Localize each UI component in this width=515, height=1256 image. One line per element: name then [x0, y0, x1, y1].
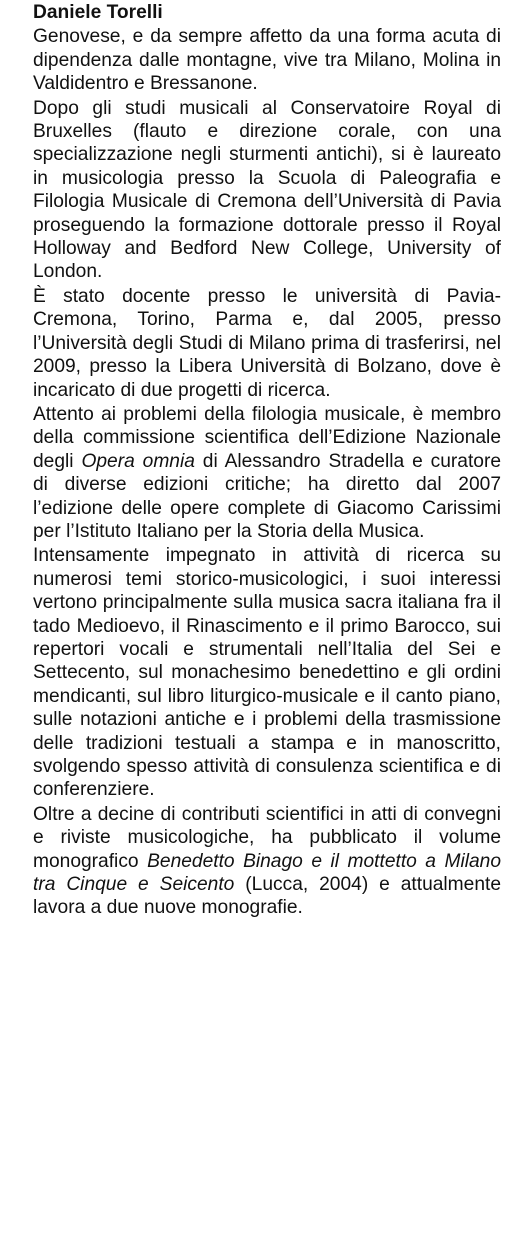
opera-omnia-title: Opera omnia [81, 450, 195, 472]
paragraph-editorial-work [33, 403, 501, 543]
monograph-title: Benedetto Binago e il mottetto a Milano tra Cinque e Seicento [33, 850, 502, 896]
paragraph-editorial-text-before: Attento ai problemi della filologia musicale, è membro della commissione scientifica dell’Edizione Nazionale degli [33, 403, 501, 472]
paragraph-research-interests: Intensamente impegnato in attività di ricerca su numerosi temi storico-musicologici, i suoi interessi vertono principalmente sulla musica sacra italiana fra il tado Medioevo, il Rinascimento e il primo Barocco, sui repertori vocali e strumentali nell’Italia del Sei e Settecento, sul monachesimo benedettino e gli ordini mendicanti, sul libro liturgico-musicale e il canto piano, sulle notazioni antiche e i problemi della trasmissione delle tradizioni testuali a stampa e in manoscritto, svolgendo spesso attività di consulenza scientifica e di conferenziere. [33, 545, 501, 801]
paragraph-publications-text-after: (Lucca, 2004) e attualmente lavora a due nuove monografie. [33, 874, 502, 919]
author-name-heading: Daniele Torelli [33, 2, 163, 23]
paragraph-education: Dopo gli studi musicali al Conservatoire Royal di Bruxelles (flauto e direzione corale, con una specializzazione negli sturmenti antichi), si è laureato in musicologia presso la Scuola di Paleografia e Filologia Musicale di Cremona dell’Università di Pavia proseguendo la formazione dottorale presso il Royal Holloway and Bedford New College, University of London. [33, 97, 501, 283]
paragraph-publications [33, 803, 501, 920]
paragraph-origin: Genovese, e da sempre affetto da una forma acuta di dipendenza dalle montagne, vive tra Milano, Molina in Valdidentro e Bressanone. [33, 26, 501, 95]
paragraph-publications-text-before: Oltre a decine di contributi scientifici in atti di convegni e riviste musicologiche, ha pubblicato il volume monografico [33, 803, 501, 872]
paragraph-editorial-text-after: di Alessandro Stradella e curatore di diverse edizioni critiche; ha diretto dal 2007 l’edizione delle opere complete di Giacomo Carissimi per l’Istituto Italiano per la Storia della Musica. [33, 450, 502, 542]
paragraph-teaching: È stato docente presso le università di Pavia-Cremona, Torino, Parma e, dal 2005, presso l’Università degli Studi di Milano prima di trasferirsi, nel 2009, presso la Libera Università di Bolzano, dove è incaricato di due progetti di ricerca. [33, 285, 501, 401]
